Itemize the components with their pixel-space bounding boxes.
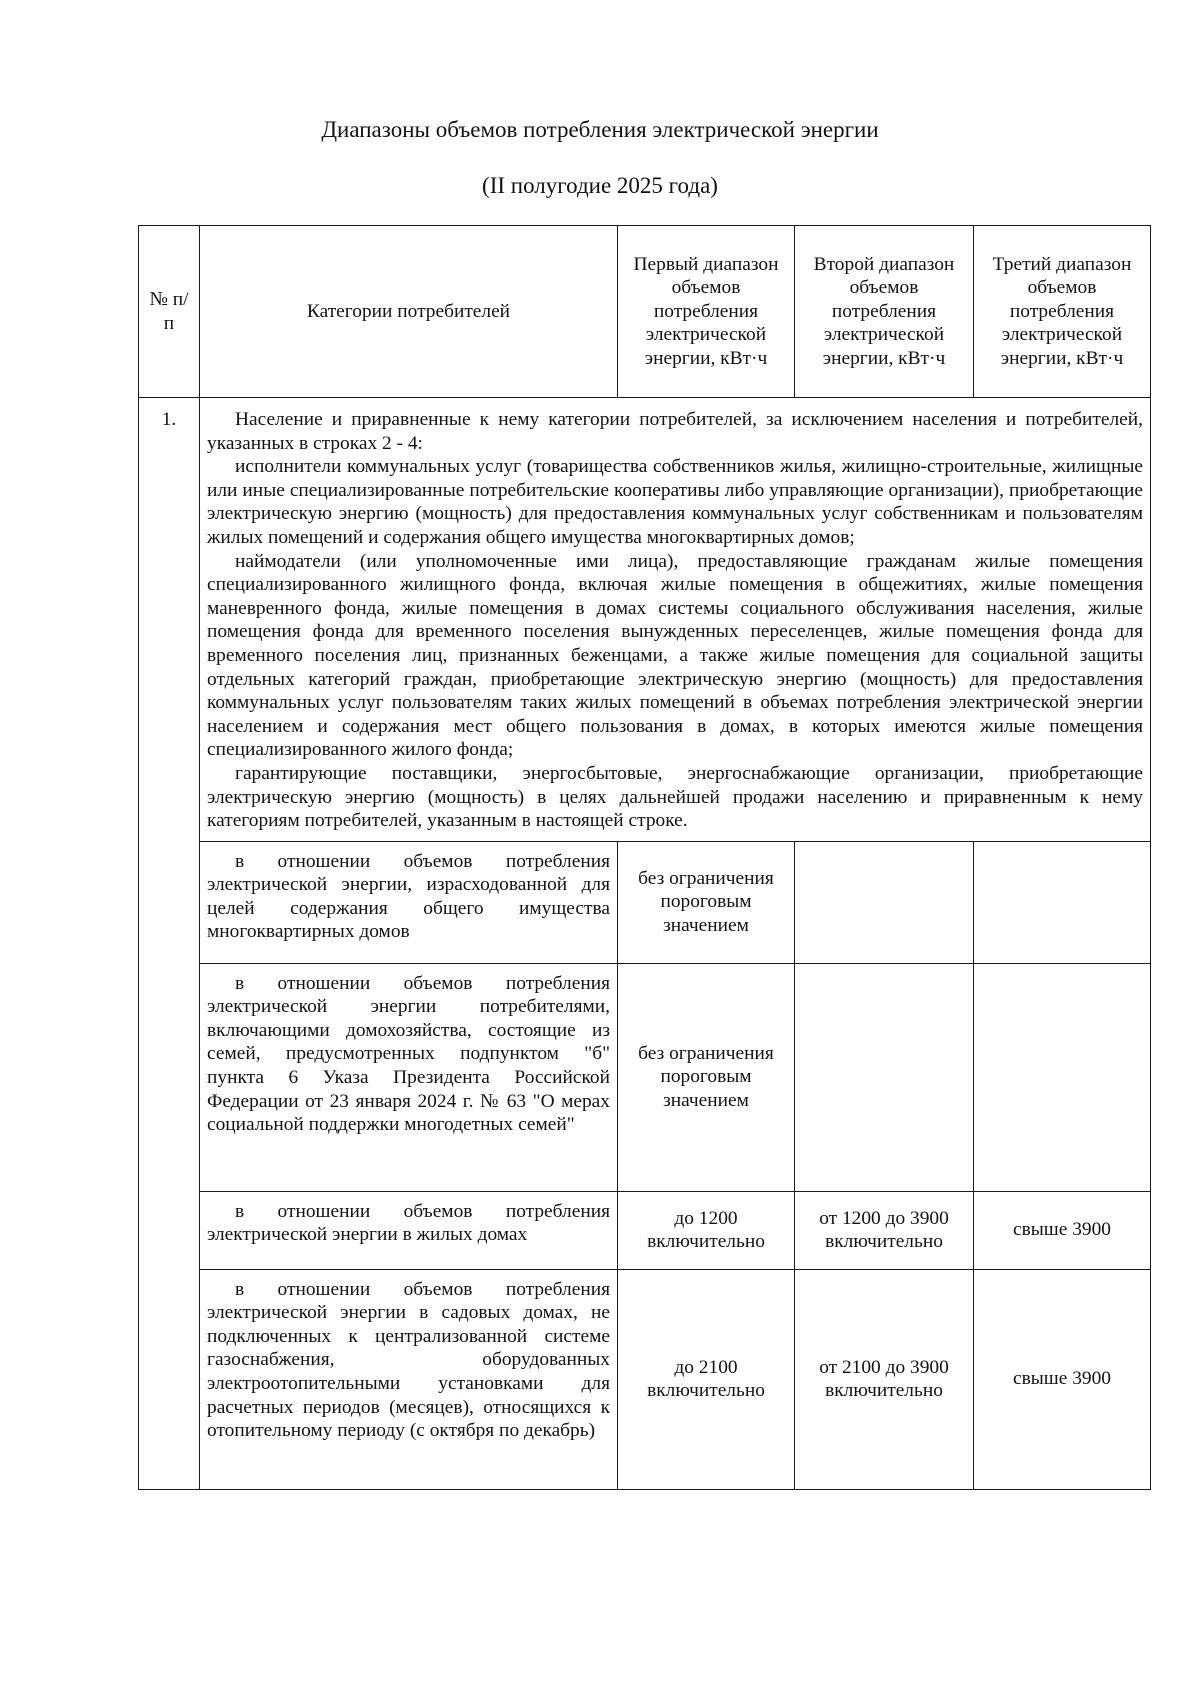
range-1-value: без ограничения пороговым значением xyxy=(618,841,795,963)
range-1-value: без ограничения пороговым значением xyxy=(618,963,795,1191)
table-row xyxy=(139,963,1151,1191)
range-3-value xyxy=(974,963,1151,1191)
header-range-1: Первый диапазон объемов потребления электрической энергии, кВт·ч xyxy=(618,226,795,398)
range-2-value xyxy=(795,841,974,963)
range-2-value: от 2100 до 3900 включительно xyxy=(795,1269,974,1489)
range-2-value: от 1200 до 3900 включительно xyxy=(795,1191,974,1269)
document-subtitle: (II полугодие 2025 года) xyxy=(482,173,718,198)
table-row xyxy=(139,398,1151,842)
header-number: № п/п xyxy=(139,226,200,398)
range-2-value xyxy=(795,963,974,1191)
header-range-2: Второй диапазон объемов потребления электрической энергии, кВт·ч xyxy=(795,226,974,398)
range-3-value xyxy=(974,841,1151,963)
header-category: Категории потребителей xyxy=(200,226,618,398)
range-3-value: свыше 3900 xyxy=(974,1269,1151,1489)
category-paragraph: гарантирующие поставщики, энергосбытовые, энергоснабжающие организации, приобретающие электрическую энергию (мощность) в целях дальнейшей продажи населению и приравненным к нему категориям потребителей, указанным в настоящей строке. xyxy=(207,762,1143,832)
category-paragraph: исполнители коммунальных услуг (товарищества собственников жилья, жилищно-строительные, жилищные или иные специализированные потребительские кооперативы либо управляющие организации), приобретающие электрическую энергию (мощность) для предоставления коммунальных услуг собственникам и пользователям жилых помещений и содержания общего имущества многоквартирных домов; xyxy=(207,456,1143,548)
range-3-value: свыше 3900 xyxy=(974,1191,1151,1269)
category-paragraph: Население и приравненные к нему категории потребителей, за исключением населения и потребителей, указанных в строках 2 - 4: xyxy=(207,409,1143,454)
document-title: Диапазоны объемов потребления электрической энергии xyxy=(321,117,879,142)
table-row xyxy=(139,841,1151,963)
header-range-3: Третий диапазон объемов потребления электрической энергии, кВт·ч xyxy=(974,226,1151,398)
consumption-ranges-table xyxy=(138,225,1151,1490)
table-row xyxy=(139,1269,1151,1489)
row-number: 1. xyxy=(139,398,200,1490)
subcategory-label: в отношении объемов потребления электрической энергии, израсходованной для целей содержания общего имущества многоквартирных домов xyxy=(200,841,618,963)
subcategory-label: в отношении объемов потребления электрической энергии потребителями, включающими домохозяйства, состоящие из семей, предусмотренных подпунктом "б" пункта 6 Указа Президента Российской Федерации от 23 января 2024 г. № 63 "О мерах социальной поддержки многодетных семей" xyxy=(200,963,618,1191)
table-header-row xyxy=(139,226,1151,398)
category-description xyxy=(200,398,1151,842)
range-1-value: до 1200 включительно xyxy=(618,1191,795,1269)
category-paragraph: наймодатели (или уполномоченные ими лица), предоставляющие гражданам жилые помещения специализированного жилищного фонда, включая жилые помещения в общежитиях, жилые помещения маневренного фонда, жилые помещения в домах системы социального обслуживания населения, жилые помещения фонда для временного поселения вынужденных переселенцев, жилые помещения фонда для временного поселения лиц, признанных беженцами, а также жилые помещения для социальной защиты отдельных категорий граждан, приобретающие электрическую энергию (мощность) для предоставления коммунальных услуг пользователям таких жилых помещений в объемах потребления электрической энергии населением и содержания мест общего пользования в домах, в которых имеются жилые помещения специализированного жилого фонда; xyxy=(207,550,1143,761)
range-1-value: до 2100 включительно xyxy=(618,1269,795,1489)
subcategory-label: в отношении объемов потребления электрической энергии в жилых домах xyxy=(200,1191,618,1269)
subcategory-label: в отношении объемов потребления электрической энергии в садовых домах, не подключенных к централизованной системе газоснабжения, оборудованных электроотопительными установками для расчетных периодов (месяцев), относящихся к отопительному периоду (с октября по декабрь) xyxy=(200,1269,618,1489)
table-row xyxy=(139,1191,1151,1269)
